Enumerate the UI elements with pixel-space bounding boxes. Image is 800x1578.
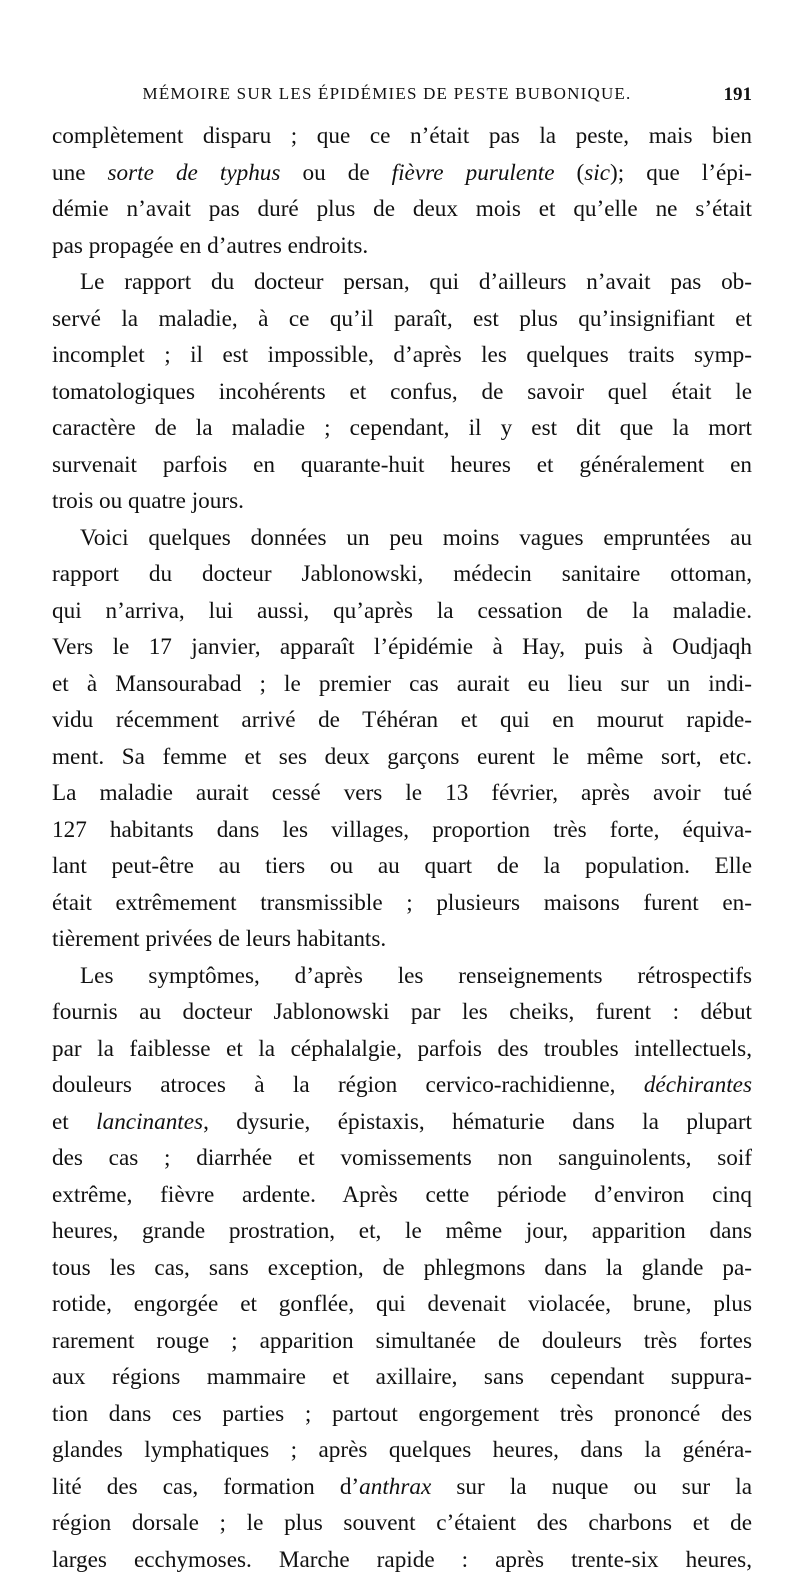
text-line xyxy=(52,1250,752,1287)
text-segment: était extrêmement transmissible ; plusieurs maisons furent en- xyxy=(52,890,752,916)
text-segment: caractère de la maladie ; cependant, il y est dit que la mort xyxy=(52,415,752,441)
text-line xyxy=(52,958,752,995)
italic-text: déchirantes xyxy=(644,1072,752,1098)
text-line xyxy=(52,1359,752,1396)
text-segment: région dorsale ; le plus souvent c’étaient des charbons et de xyxy=(52,1510,752,1536)
text-line xyxy=(52,337,752,374)
text-line xyxy=(52,556,752,593)
text-segment: Vers le 17 janvier, apparaît l’épidémie à Hay, puis à Oudjaqh xyxy=(52,634,752,660)
text-line xyxy=(52,1542,752,1578)
text-segment: tomatologiques incohérents et confus, de savoir quel était le xyxy=(52,379,752,405)
text-segment: qui n’arriva, lui aussi, qu’après la cessation de la maladie. xyxy=(52,598,752,624)
text-segment: fournis au docteur Jablonowski par les cheiks, furent : début xyxy=(52,999,752,1025)
text-segment: servé la maladie, à ce qu’il paraît, est plus qu’insignifiant et xyxy=(52,306,752,332)
text-line xyxy=(52,629,752,666)
text-line xyxy=(52,118,752,155)
text-line xyxy=(52,483,752,520)
text-line xyxy=(52,1031,752,1068)
text-segment: démie n’avait pas duré plus de deux mois et qu’elle ne s’était xyxy=(52,196,752,222)
text-line xyxy=(52,812,752,849)
text-line xyxy=(52,1286,752,1323)
text-line xyxy=(52,301,752,338)
text-line xyxy=(52,1505,752,1542)
text-segment: lant peut-être au tiers ou au quart de la population. Elle xyxy=(52,853,752,879)
text-line xyxy=(52,1067,752,1104)
text-segment: Voici quelques données un peu moins vagues empruntées au xyxy=(80,525,752,551)
text-segment: heures, grande prostration, et, le même jour, apparition dans xyxy=(52,1218,752,1244)
text-line xyxy=(52,1104,752,1141)
text-segment: , dysurie, épistaxis, hématurie dans la plupart xyxy=(203,1109,752,1135)
text-line xyxy=(52,994,752,1031)
text-segment: extrême, fièvre ardente. Après cette période d’environ cinq xyxy=(52,1182,752,1208)
text-segment: 127 habitants dans les villages, proportion très forte, équiva- xyxy=(52,817,752,843)
text-segment: rotide, engorgée et gonflée, qui devenait violacée, brune, plus xyxy=(52,1291,752,1317)
text-segment: ou de xyxy=(280,160,391,186)
text-line xyxy=(52,264,752,301)
page-header xyxy=(52,84,752,112)
text-segment: La maladie aurait cessé vers le 13 février, après avoir tué xyxy=(52,780,752,806)
italic-text: lancinantes xyxy=(96,1109,203,1135)
text-line xyxy=(52,1323,752,1360)
text-segment: lité des cas, formation d’ xyxy=(52,1474,359,1500)
body-text xyxy=(52,118,752,1578)
text-line xyxy=(52,1177,752,1214)
text-segment: larges ecchymoses. Marche rapide : après trente-six heures, xyxy=(52,1547,752,1573)
text-segment: vidu récemment arrivé de Téhéran et qui en mourut rapide- xyxy=(52,707,752,733)
text-segment: tièrement privées de leurs habitants. xyxy=(52,926,386,952)
text-line xyxy=(52,921,752,958)
text-line xyxy=(52,739,752,776)
text-segment: incomplet ; il est impossible, d’après les quelques traits symp- xyxy=(52,342,752,368)
text-line xyxy=(52,1432,752,1469)
text-segment: ); que l’épi- xyxy=(610,160,752,186)
text-line xyxy=(52,374,752,411)
text-line xyxy=(52,593,752,630)
text-line xyxy=(52,520,752,557)
page-number: 191 xyxy=(724,84,753,106)
text-segment: complètement disparu ; que ce n’était pas la peste, mais bien xyxy=(52,123,752,149)
text-segment: douleurs atroces à la région cervico-rachidienne, xyxy=(52,1072,644,1098)
text-segment: trois ou quatre jours. xyxy=(52,488,244,514)
italic-text: sorte de typhus xyxy=(108,160,281,186)
italic-text: fièvre purulente xyxy=(392,160,555,186)
text-line xyxy=(52,885,752,922)
text-segment: rapport du docteur Jablonowski, médecin sanitaire ottoman, xyxy=(52,561,752,587)
text-segment: aux régions mammaire et axillaire, sans cependant suppura- xyxy=(52,1364,752,1390)
text-segment: survenait parfois en quarante-huit heures et généralement en xyxy=(52,452,752,478)
text-segment: glandes lymphatiques ; après quelques heures, dans la généra- xyxy=(52,1437,752,1463)
text-line xyxy=(52,228,752,265)
text-line xyxy=(52,410,752,447)
text-segment: et xyxy=(52,1109,96,1135)
text-segment: sur la nuque ou sur la xyxy=(431,1474,752,1500)
text-line xyxy=(52,1213,752,1250)
text-segment: des cas ; diarrhée et vomissements non sanguinolents, soif xyxy=(52,1145,752,1171)
text-line xyxy=(52,1469,752,1506)
italic-text: sic xyxy=(584,160,610,186)
text-line xyxy=(52,155,752,192)
text-line xyxy=(52,1396,752,1433)
text-line xyxy=(52,702,752,739)
text-segment: une xyxy=(52,160,108,186)
text-line xyxy=(52,191,752,228)
text-segment: pas propagée en d’autres endroits. xyxy=(52,233,368,259)
text-line xyxy=(52,447,752,484)
text-segment: tion dans ces parties ; partout engorgement très prononcé des xyxy=(52,1401,752,1427)
text-segment: ( xyxy=(555,160,585,186)
text-segment: par la faiblesse et la céphalalgie, parfois des troubles intellectuels, xyxy=(52,1036,752,1062)
running-title: MÉMOIRE SUR LES ÉPIDÉMIES DE PESTE BUBONIQUE. xyxy=(52,84,722,104)
text-line xyxy=(52,666,752,703)
text-line xyxy=(52,848,752,885)
italic-text: anthrax xyxy=(359,1474,431,1500)
text-segment: Le rapport du docteur persan, qui d’ailleurs n’avait pas ob- xyxy=(80,269,752,295)
text-line xyxy=(52,775,752,812)
text-segment: tous les cas, sans exception, de phlegmons dans la glande pa- xyxy=(52,1255,752,1281)
text-segment: rarement rouge ; apparition simultanée de douleurs très fortes xyxy=(52,1328,752,1354)
text-segment: ment. Sa femme et ses deux garçons eurent le même sort, etc. xyxy=(52,744,752,770)
text-segment: et à Mansourabad ; le premier cas aurait eu lieu sur un indi- xyxy=(52,671,752,697)
text-segment: Les symptômes, d’après les renseignements rétrospectifs xyxy=(80,963,752,989)
text-line xyxy=(52,1140,752,1177)
